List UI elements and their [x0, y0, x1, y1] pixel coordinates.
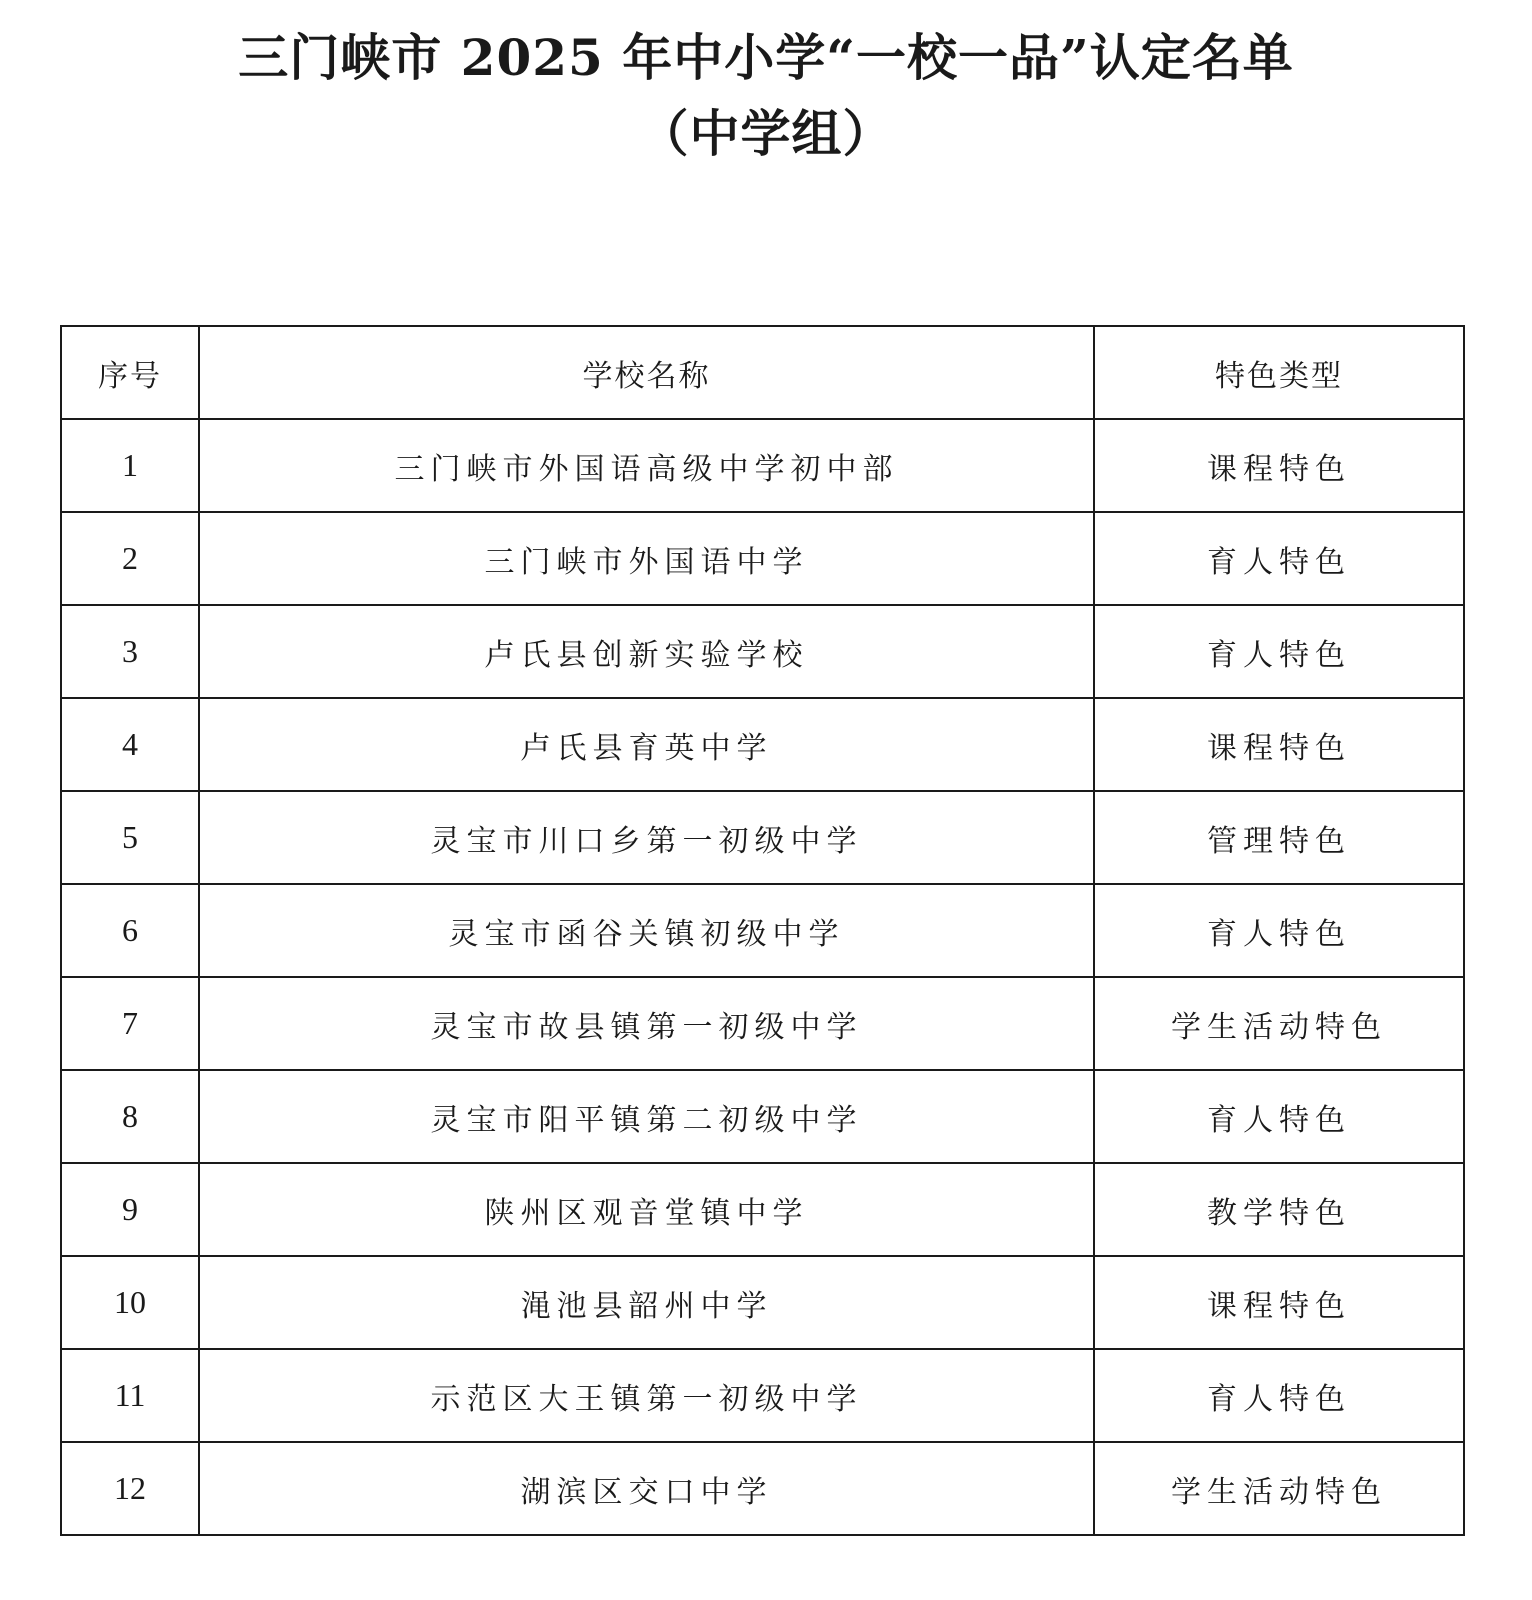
- table-row: [61, 1349, 1464, 1442]
- row-feature-type: 管理特色: [1094, 791, 1464, 884]
- table-row: [61, 1163, 1464, 1256]
- table-row: [61, 1256, 1464, 1349]
- row-feature-type: 学生活动特色: [1094, 1442, 1464, 1535]
- row-school-name: 卢氏县创新实验学校: [199, 605, 1094, 698]
- header-feature-type: 特色类型: [1094, 326, 1464, 419]
- row-serial-number: 9: [61, 1163, 199, 1256]
- row-school-name: 灵宝市阳平镇第二初级中学: [199, 1070, 1094, 1163]
- row-serial-number: 3: [61, 605, 199, 698]
- document-title: 三门峡市 2025 年中小学“一校一品”认定名单: [238, 28, 1294, 87]
- row-serial-number: 7: [61, 977, 199, 1070]
- document-subtitle: （中学组）: [638, 104, 894, 163]
- row-serial-number: 6: [61, 884, 199, 977]
- row-feature-type: 育人特色: [1094, 605, 1464, 698]
- row-feature-type: 育人特色: [1094, 1349, 1464, 1442]
- row-school-name: 灵宝市川口乡第一初级中学: [199, 791, 1094, 884]
- row-school-name: 灵宝市函谷关镇初级中学: [199, 884, 1094, 977]
- row-feature-type: 教学特色: [1094, 1163, 1464, 1256]
- row-school-name: 三门峡市外国语高级中学初中部: [199, 419, 1094, 512]
- row-school-name: 卢氏县育英中学: [199, 698, 1094, 791]
- row-serial-number: 1: [61, 419, 199, 512]
- row-serial-number: 4: [61, 698, 199, 791]
- table-row: [61, 977, 1464, 1070]
- table-header-row: [61, 326, 1464, 419]
- header-serial-number: 序号: [61, 326, 199, 419]
- row-serial-number: 11: [61, 1349, 199, 1442]
- table-row: [61, 605, 1464, 698]
- row-feature-type: 课程特色: [1094, 419, 1464, 512]
- row-feature-type: 育人特色: [1094, 884, 1464, 977]
- table-row: [61, 698, 1464, 791]
- row-serial-number: 5: [61, 791, 199, 884]
- row-serial-number: 12: [61, 1442, 199, 1535]
- header-school-name: 学校名称: [199, 326, 1094, 419]
- table-row: [61, 884, 1464, 977]
- row-school-name: 灵宝市故县镇第一初级中学: [199, 977, 1094, 1070]
- row-school-name: 陕州区观音堂镇中学: [199, 1163, 1094, 1256]
- row-feature-type: 学生活动特色: [1094, 977, 1464, 1070]
- row-feature-type: 课程特色: [1094, 1256, 1464, 1349]
- table-row: [61, 512, 1464, 605]
- table-row: [61, 1442, 1464, 1535]
- row-school-name: 湖滨区交口中学: [199, 1442, 1094, 1535]
- row-serial-number: 10: [61, 1256, 199, 1349]
- row-school-name: 示范区大王镇第一初级中学: [199, 1349, 1094, 1442]
- row-school-name: 三门峡市外国语中学: [199, 512, 1094, 605]
- table-row: [61, 791, 1464, 884]
- row-feature-type: 育人特色: [1094, 1070, 1464, 1163]
- row-serial-number: 8: [61, 1070, 199, 1163]
- table-row: [61, 419, 1464, 512]
- school-list-table: [60, 325, 1465, 1536]
- row-feature-type: 课程特色: [1094, 698, 1464, 791]
- row-school-name: 渑池县韶州中学: [199, 1256, 1094, 1349]
- row-serial-number: 2: [61, 512, 199, 605]
- table-row: [61, 1070, 1464, 1163]
- row-feature-type: 育人特色: [1094, 512, 1464, 605]
